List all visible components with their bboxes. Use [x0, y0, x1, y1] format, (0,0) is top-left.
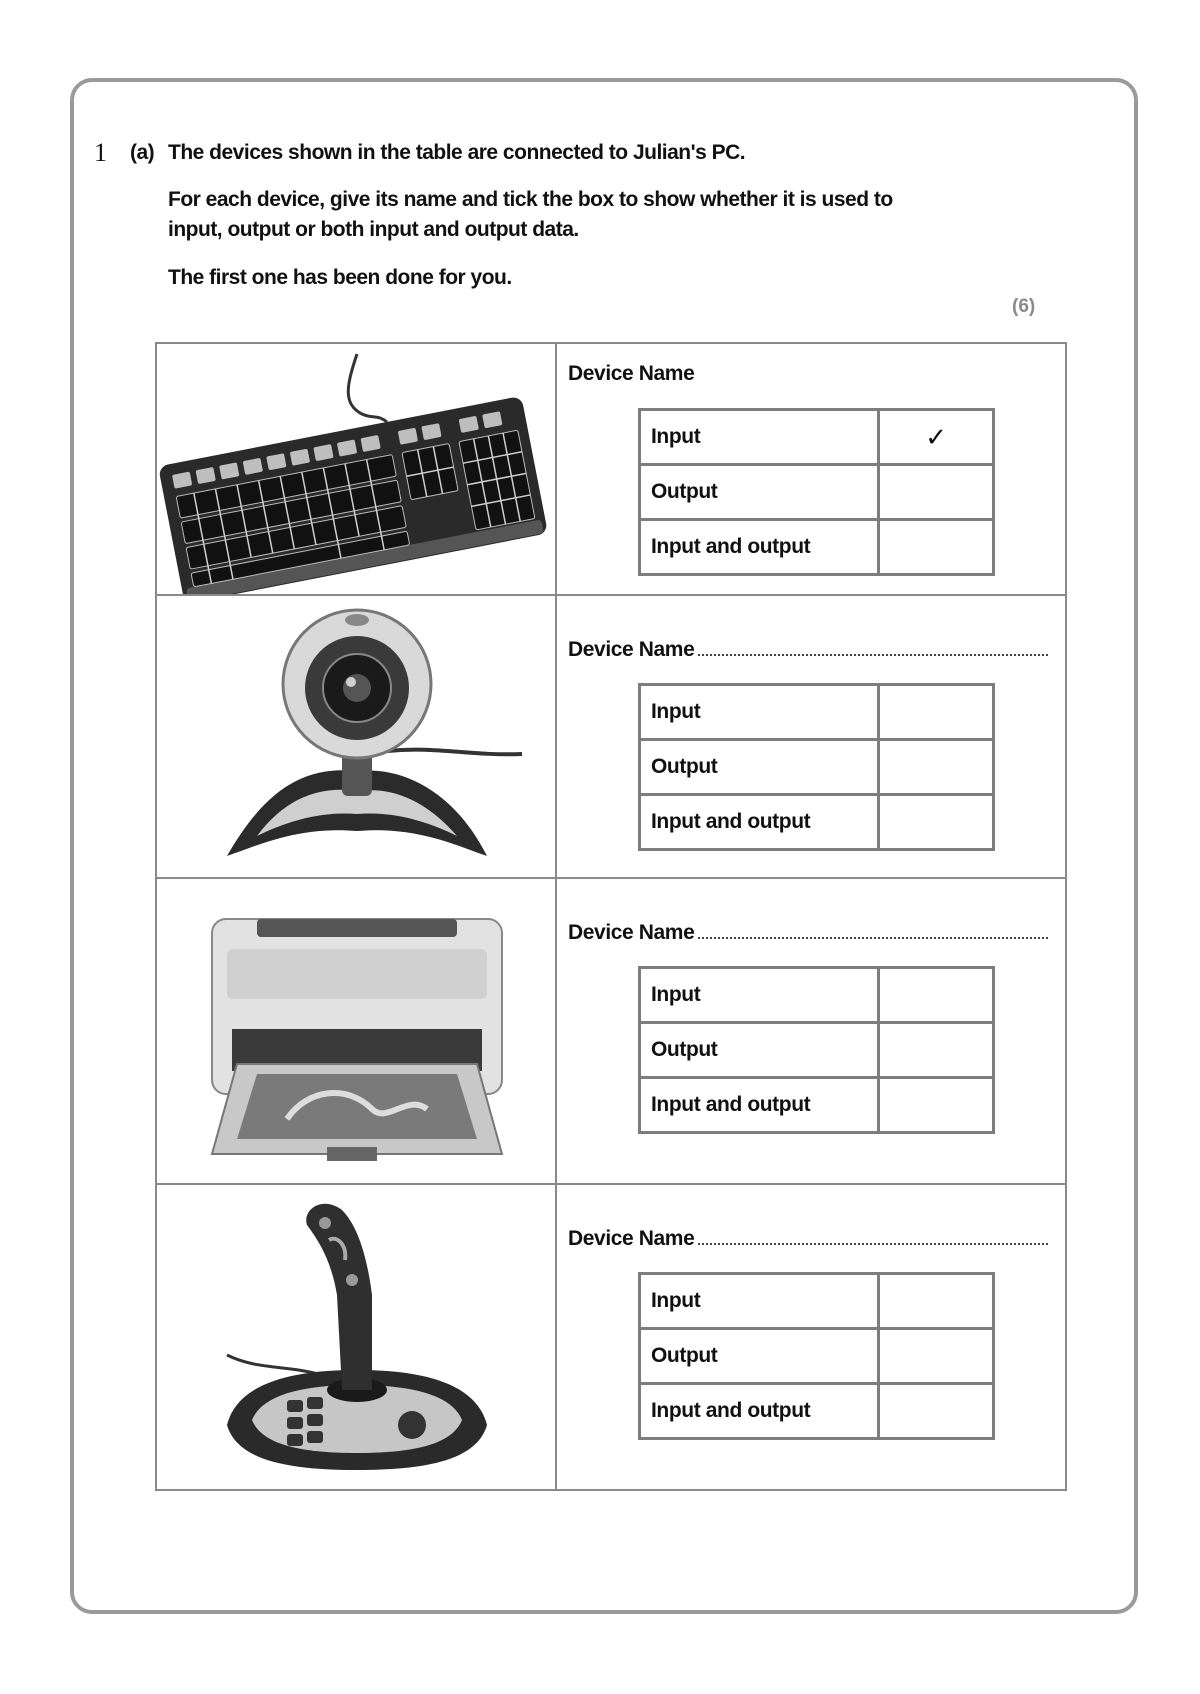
tick-box-both[interactable]: [879, 1078, 994, 1133]
device-image-cell: [156, 878, 556, 1184]
choice-input-label: Input: [640, 1274, 879, 1329]
io-choice-table: [638, 408, 995, 576]
device-row: [156, 878, 1066, 1184]
choice-output-label: Output: [640, 1023, 879, 1078]
tick-box-input[interactable]: ✓: [879, 410, 994, 465]
tick-box-output[interactable]: [879, 740, 994, 795]
question-instruction: [168, 188, 893, 212]
devices-table: [155, 342, 1067, 1491]
io-choice-table: [638, 683, 995, 851]
choice-input-label: Input: [640, 410, 879, 465]
device-answer-cell: [556, 878, 1066, 1184]
device-image-cell: [156, 1184, 556, 1490]
device-name-text: Device Name: [568, 638, 695, 661]
webcam-image: [157, 596, 555, 877]
device-name-label: [568, 921, 1048, 945]
device-answer-cell: [556, 595, 1066, 878]
choice-both-label: Input and output: [640, 795, 879, 850]
choice-input-label: Input: [640, 685, 879, 740]
choice-both-label: Input and output: [640, 520, 879, 575]
choice-output-label: Output: [640, 1329, 879, 1384]
example-note: The first one has been done for you.: [168, 266, 512, 289]
choice-both-label: Input and output: [640, 1078, 879, 1133]
device-image-cell: [156, 343, 556, 595]
device-row: [156, 343, 1066, 595]
instruction-emphasis: and: [461, 188, 498, 211]
instruction-text-a: For each device, give its name: [168, 188, 462, 211]
device-name-answer-line[interactable]: [698, 1227, 1048, 1245]
device-name-text: Device Name: [568, 921, 695, 944]
question-part: (a): [130, 141, 155, 164]
choice-output-label: Output: [640, 465, 879, 520]
choice-output-label: Output: [640, 740, 879, 795]
device-name-label: Device Name: [568, 362, 695, 385]
choice-both-label: Input and output: [640, 1384, 879, 1439]
marks-available: (6): [1012, 296, 1036, 317]
printer-image: [157, 879, 555, 1183]
io-choice-table: [638, 1272, 995, 1440]
question-intro: The devices shown in the table are connected to Julian's PC.: [168, 141, 746, 164]
keyboard-image: [157, 344, 555, 594]
tick-box-input[interactable]: [879, 685, 994, 740]
device-row: [156, 1184, 1066, 1490]
device-image-cell: [156, 595, 556, 878]
tick-box-both[interactable]: [879, 520, 994, 575]
device-answer-cell: [556, 1184, 1066, 1490]
joystick-image: [157, 1185, 555, 1489]
tick-box-output[interactable]: [879, 465, 994, 520]
question-number: 1: [94, 138, 107, 167]
choice-input-label: Input: [640, 968, 879, 1023]
tick-box-both[interactable]: [879, 1384, 994, 1439]
device-name-label: [568, 638, 1048, 662]
tick-box-input[interactable]: [879, 1274, 994, 1329]
device-answer-cell: [556, 343, 1066, 595]
tick-box-input[interactable]: [879, 968, 994, 1023]
tick-box-output[interactable]: [879, 1329, 994, 1384]
device-name-answer-line[interactable]: [698, 921, 1048, 939]
device-name-answer-line[interactable]: [698, 638, 1048, 656]
instruction-text-b: tick the box to show whether it is used to: [497, 188, 893, 211]
device-row: [156, 595, 1066, 878]
tick-box-output[interactable]: [879, 1023, 994, 1078]
device-name-text: Device Name: [568, 1227, 695, 1250]
io-choice-table: [638, 966, 995, 1134]
tick-box-both[interactable]: [879, 795, 994, 850]
device-name-label: [568, 1227, 1048, 1251]
question-instruction-line2: input, output or both input and output data.: [168, 218, 579, 241]
